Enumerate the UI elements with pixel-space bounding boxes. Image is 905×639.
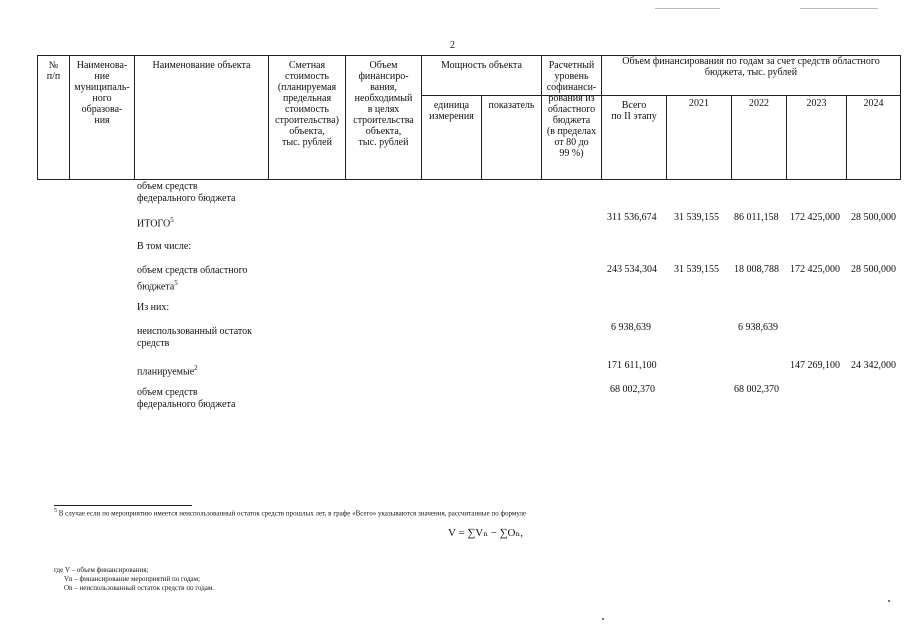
header-funding-volume: Объем финансиро- вания, необходимый в целях строительства объекта, тыс. рублей [353,60,414,148]
header-year-2021: 2021 [689,98,709,109]
row-regional-budget-label: объем средств областного бюджета$^5$ [137,265,248,293]
row-regional-value-2021: 31 539,155 [674,264,719,275]
row-total-value-2021: 31 539,155 [674,212,719,223]
page-number: 2 [450,40,455,51]
row-planned-value-total: 171 611,100 [607,360,657,371]
footnote-where-vn: Vn – финансирование мероприятий по годам; [64,575,201,583]
row-total-value-2023: 172 425,000 [790,212,840,223]
footnote-formula: V = ∑Vₙ − ∑Oₙ, [448,527,523,539]
row-regional-value-2023: 172 425,000 [790,264,840,275]
row-regional-value-total: 243 534,304 [607,264,657,275]
row-including-label: В том числе: [137,241,192,252]
header-estimated-cost: Сметная стоимость (планируемая предельная стоимость строительства) объекта, тыс. рублей [275,60,339,148]
row-of-them-label: Из них: [137,302,170,313]
row-federal-budget-label-2: объем средств федерального бюджета [137,387,236,410]
row-planned-value-2023: 147 269,100 [790,360,840,371]
header-unit: единица измерения [429,100,474,122]
row-federal-value-2022: 68 002,370 [734,384,779,395]
header-capacity: Мощность объекта [441,60,522,71]
footnote-separator [54,505,192,506]
row-total-value-total: 311 536,674 [607,212,657,223]
header-year-2022: 2022 [749,98,769,109]
row-federal-value-total: 68 002,370 [610,384,655,395]
row-unused-balance-label: неиспользованный остаток средств [137,326,252,349]
header-object-name: Наименование объекта [152,60,251,71]
footnote-text: $^5$ В случае если по мероприятию имеется неиспользованный остаток средств прошлых лет, в графе «Всего» указываются значения, рассчитанные по формуле [54,508,527,518]
scan-artifact [800,8,878,9]
row-unused-value-total: 6 938,639 [611,322,651,333]
scan-artifact [888,600,890,602]
row-federal-budget-label: объем средств федерального бюджета [137,181,236,204]
row-unused-value-2022: 6 938,639 [738,322,778,333]
header-indicator: показатель [488,100,535,111]
row-regional-value-2024: 28 500,000 [851,264,896,275]
row-total-value-2024: 28 500,000 [851,212,896,223]
row-total-value-2022: 86 011,158 [734,212,779,223]
row-planned-label: планируемые$^2$ [137,364,198,378]
footnote-where-v: где V – объем финансирования; [54,566,149,574]
row-regional-value-2022: 18 008,788 [734,264,779,275]
footnote-where-on: On – неиспользованный остаток средств по годам. [64,584,215,592]
header-num: № п/п [46,60,61,82]
header-funding-by-years: Объем финансирования по годам за счет средств областного бюджета, тыс. рублей [622,56,880,78]
header-year-2023: 2023 [806,98,827,109]
scan-artifact [602,618,604,620]
header-year-2024: 2024 [863,98,884,109]
row-planned-value-2024: 24 342,000 [851,360,896,371]
header-municipality: Наименова- ние муниципаль- ного образова- ния [74,60,130,126]
header-cofinancing-level: Расчетный уровень софинанси- рования из областного бюджета (в пределах от 80 до 99 %) [546,60,597,159]
header-total-stage2: Всего по II этапу [611,100,657,122]
row-total-label: ИТОГО$^5$ [137,216,174,230]
scan-artifact [655,8,720,9]
